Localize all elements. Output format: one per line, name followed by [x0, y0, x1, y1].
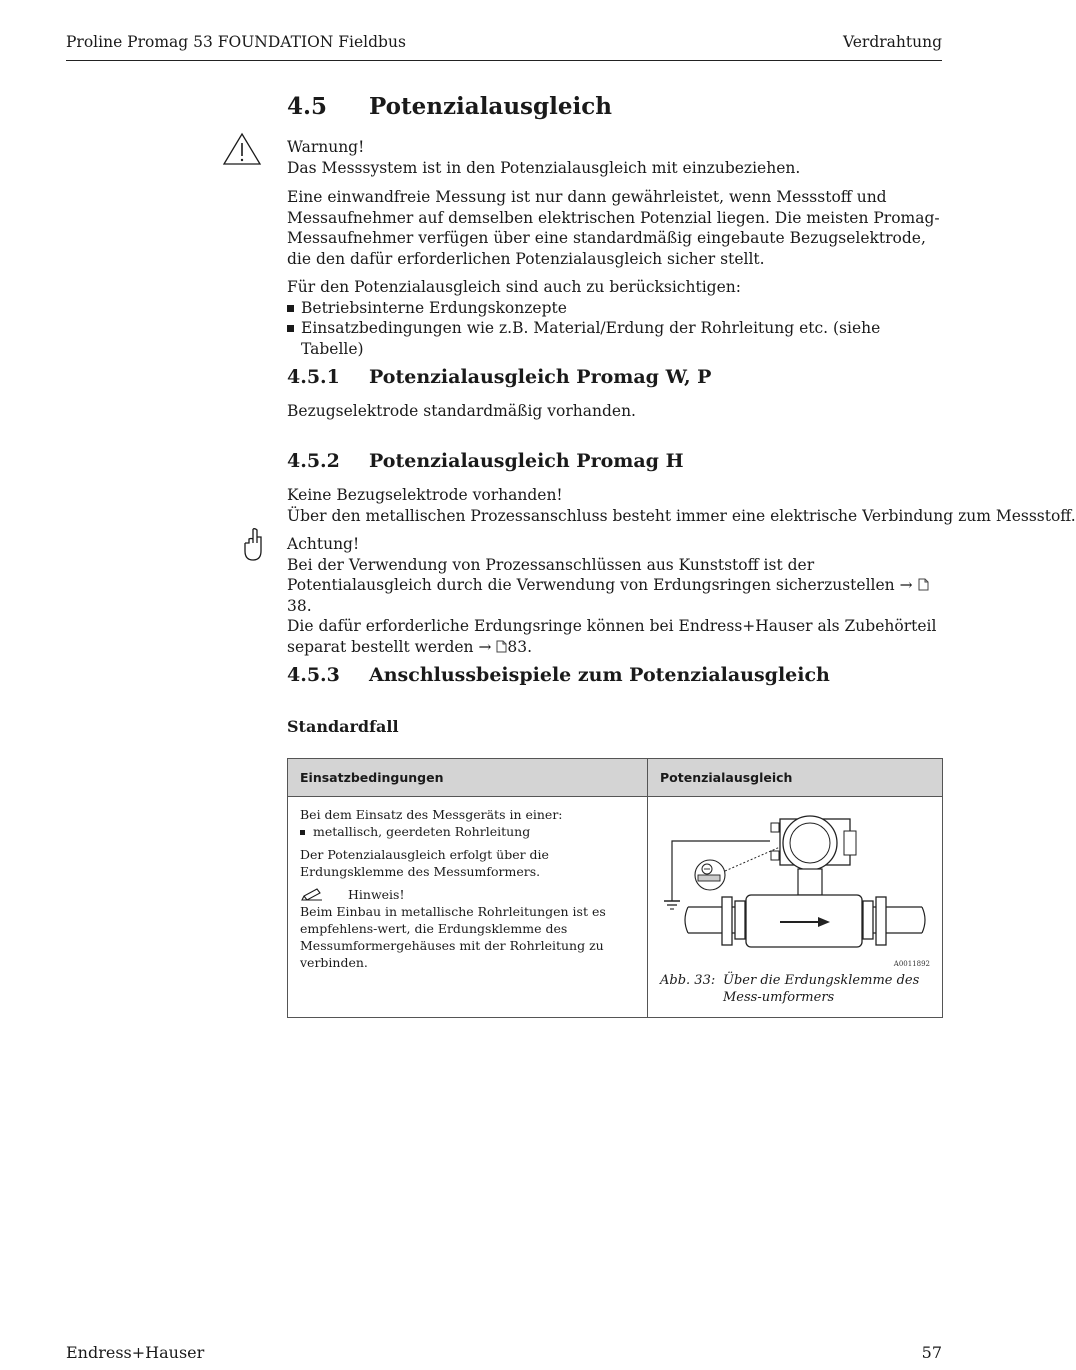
note-heading: Hinweis!	[300, 886, 635, 903]
warning-label: Warnung!	[287, 138, 365, 156]
section-4-5-1-text: Bezugselektrode standardmäßig vorhanden.	[287, 402, 636, 420]
page-number: 57	[921, 1343, 942, 1362]
caution-block	[287, 534, 947, 657]
conditions-cell: Bei dem Einsatz des Messgeräts in einer: metallisch, geerdeten Rohrleitung Der Potenzialausgleich erfolgt über die Erdungsklemme des Messumformers. Hinweis! Beim Einbau in metallische Rohrleitungen ist es empfehlens-wert, die Erdungsklemme des Messumformergehäuses mit der Rohrleitung zu verbinden.	[300, 806, 635, 971]
footer-company: Endress+Hauser	[66, 1343, 205, 1362]
header-title: Proline Promag 53 FOUNDATION Fieldbus	[66, 33, 406, 51]
caution-text-1: Bei der Verwendung von Prozessanschlüssen aus Kunststoff ist der Potentialausgleich durch die Verwendung von Erdungsringen sicherzustellen → 38.	[287, 555, 947, 617]
caution-text-2: Die dafür erforderliche Erdungsringe können bei Endress+Hauser als Zubehörteil separat bestellt werden → 83.	[287, 617, 937, 656]
pencil-icon	[300, 887, 326, 903]
figure-code: A0011892	[893, 960, 930, 968]
section-heading-4-5-2: 4.5.2 Potenzialausgleich Promag H	[287, 450, 684, 472]
arrow-icon: →	[478, 637, 492, 656]
figure-caption: Abb. 33: Über die Erdungsklemme des Mess-umformers	[660, 973, 920, 1005]
conditions-table	[287, 758, 943, 1018]
consider-block	[287, 277, 947, 359]
section-4-5-2-text: Keine Bezugselektrode vorhanden! Über den metallischen Prozessanschluss besteht immer eine elektrische Verbindung zum Messstoff.	[287, 486, 1076, 525]
warning-icon	[222, 132, 262, 166]
section-heading-4-5	[287, 93, 947, 120]
list-item: metallisch, geerdeten Rohrleitung	[300, 823, 635, 840]
page-ref[interactable]: 38.	[287, 596, 312, 615]
header-chapter: Verdrahtung	[842, 33, 942, 51]
warning-text: Das Messsystem ist in den Potenzialausgleich mit einzubeziehen.	[287, 158, 801, 177]
bullet-icon	[287, 325, 294, 332]
intro-paragraph: Eine einwandfreie Messung ist nur dann gewährleistet, wenn Messstoff und Messaufnehmer auf demselben elektrischen Potenzial liegen. Die meisten Promag-Messaufnehmer verfügen über eine standardmäßig eingebaute Bezugselektrode, die den dafür erforderlichen Potenzialausgleich sicher stellt.	[287, 188, 940, 268]
table-header	[288, 759, 942, 797]
warning-block	[287, 137, 947, 178]
column-header: Potenzialausgleich	[660, 770, 793, 785]
consider-intro: Für den Potenzialausgleich sind auch zu berücksichtigen:	[287, 278, 741, 296]
page-ref-icon	[918, 578, 929, 591]
caution-hand-icon	[240, 527, 266, 563]
page-ref[interactable]: 83.	[507, 637, 533, 656]
subheading-standardfall: Standardfall	[287, 717, 399, 736]
section-heading-4-5-3: 4.5.3 Anschlussbeispiele zum Potenzialausgleich	[287, 664, 830, 686]
section-title: Potenzialausgleich	[369, 93, 612, 120]
caution-label: Achtung!	[287, 535, 360, 553]
page-ref-icon	[496, 640, 507, 653]
bullet-icon	[287, 305, 294, 312]
column-divider	[647, 759, 648, 1017]
header-rule	[66, 60, 942, 61]
list-item: Betriebsinterne Erdungskonzepte	[287, 298, 947, 319]
arrow-icon: →	[899, 576, 913, 594]
list-item: Einsatzbedingungen wie z.B. Material/Erdung der Rohrleitung etc. (siehe Tabelle)	[287, 318, 947, 359]
bullet-icon	[300, 830, 305, 835]
section-number: 4.5	[287, 93, 328, 120]
section-heading-4-5-1: 4.5.1 Potenzialausgleich Promag W, P	[287, 366, 712, 388]
flowmeter-diagram	[660, 809, 938, 971]
column-header: Einsatzbedingungen	[300, 770, 444, 785]
